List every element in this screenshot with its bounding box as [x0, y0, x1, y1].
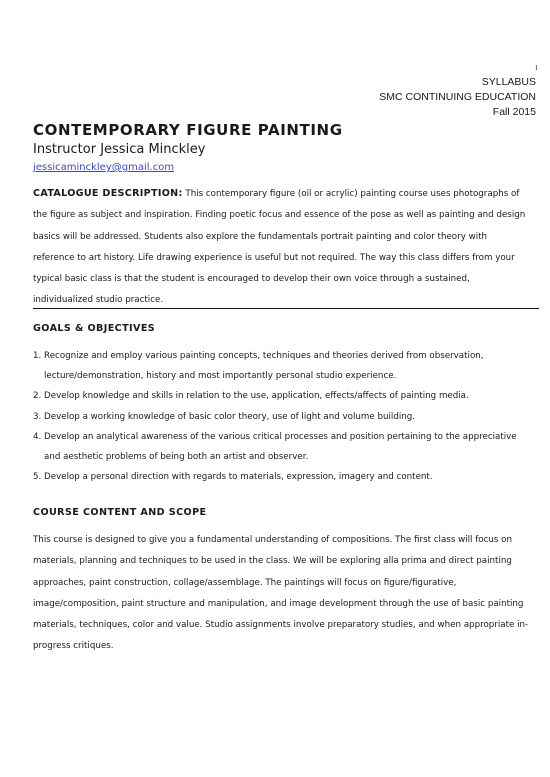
- goal-item: 1. Recognize and employ various painting concepts, techniques and theories derived from observation, lecture/demonstration, history and most importantly personal studio experience.: [33, 351, 484, 382]
- course-content-text: This course is designed to give you a fundamental understanding of compositions. The first class will focus on materials, planning and techniques to be used in the class. We will be exploring alla prima and direct painting approaches, paint construction, collage/assemblage. The paintings will focus on figure/figurative, image/composition, paint structure and manipulation, and image development through the use of basic painting materials, techniques, color and value. Studio assignments involve preparatory studies, and when appropriate in-progress critiques.: [33, 535, 529, 652]
- header-term: Fall 2015: [492, 106, 536, 118]
- goals-list: [33, 346, 533, 487]
- goal-item: 3. Develop a working knowledge of basic color theory, use of light and volume building.: [33, 411, 416, 422]
- header-syllabus: SYLLABUS: [481, 76, 536, 88]
- catalogue-text: This contemporary figure (oil or acrylic) painting course uses photographs of the figure as subject and inspiration. Finding poetic focus and essence of the pose as well as painting and design basics will be addressed. Students also explore the fundamentals portrait painting and color theory with reference to art history. Life drawing experience is useful but not required. The way this class differs from your typical basic class is that the student is encouraged to develop their own voice through a sustained, individualized studio practice.: [33, 189, 526, 306]
- section-divider: [33, 308, 539, 309]
- instructor-email-link[interactable]: jessicaminckley@gmail.com: [33, 162, 175, 173]
- catalogue-description: [33, 183, 531, 312]
- goals-heading: GOALS & OBJECTIVES: [33, 323, 156, 334]
- goal-item: 4. Develop an analytical awareness of the various critical processes and position pertaining to the appreciative and aesthetic problems of being both an artist and observer.: [33, 431, 517, 463]
- header-institution: SMC CONTINUING EDUCATION: [379, 91, 536, 103]
- goal-item: 2. Develop knowledge and skills in relation to the use, application, effects/affects of painting media.: [33, 391, 469, 402]
- goal-item: 5. Develop a personal direction with regards to materials, expression, imagery and content.: [33, 472, 433, 483]
- course-content-heading: COURSE CONTENT AND SCOPE: [33, 507, 207, 518]
- course-title: CONTEMPORARY FIGURE PAINTING: [33, 121, 343, 139]
- catalogue-label: CATALOGUE DESCRIPTION:: [33, 188, 183, 199]
- instructor-name: Instructor Jessica Minckley: [33, 142, 206, 157]
- page-number: 1: [534, 64, 538, 72]
